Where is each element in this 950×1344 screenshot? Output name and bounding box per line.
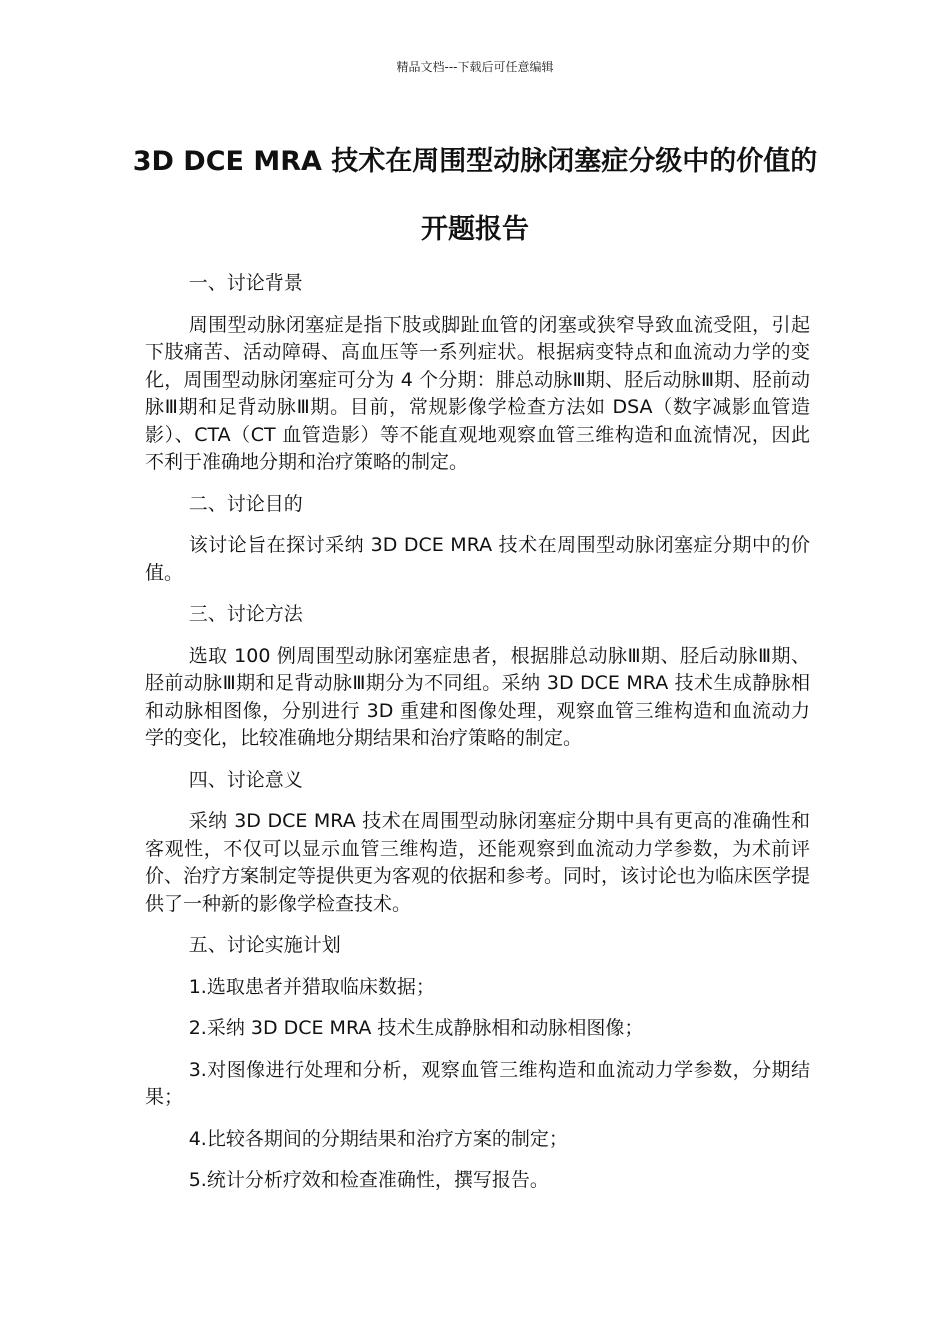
paragraph-purpose: 该讨论旨在探讨采纳 3D DCE MRA 技术在周围型动脉闭塞症分期中的价值。 bbox=[145, 534, 810, 584]
document-body bbox=[145, 270, 810, 1209]
plan-item: 2.采纳 3D DCE MRA 技术生成静脉相和动脉相图像； bbox=[188, 1017, 644, 1039]
paragraph-method: 选取 100 例周围型动脉闭塞症患者，根据腓总动脉Ⅲ期、胫后动脉Ⅲ期、胫前动脉Ⅲ期和足背动脉Ⅲ期分为不同组。采纳 3D DCE MRA 技术生成静脉相和动脉相图像，分别进行 3D 重建和图像处理，观察血管三维构造和血流动力学的变化，比较准确地分期结果和治疗策略的制定。 bbox=[145, 644, 810, 749]
section-heading-plan: 五、讨论实施计划 bbox=[188, 934, 341, 956]
document-title: 3D DCE MRA 技术在周围型动脉闭塞症分级中的价值的开题报告 bbox=[132, 146, 818, 245]
section-heading-background: 一、讨论背景 bbox=[188, 272, 303, 294]
paragraph-background: 周围型动脉闭塞症是指下肢或脚趾血管的闭塞或狭窄导致血流受阻，引起下肢痛苦、活动障碍、高血压等一系列症状。根据病变特点和血流动力学的变化，周围型动脉闭塞症可分为 4 个分期：腓总动脉Ⅲ期、胫后动脉Ⅲ期、胫前动脉Ⅲ期和足背动脉Ⅲ期。目前，常规影像学检查方法如 DSA（数字减影血管造影）、CTA（CT 血管造影）等不能直观地观察血管三维构造和血流情况，因此不利于准确地分期和治疗策略的制定。 bbox=[145, 313, 810, 473]
paragraph-significance: 采纳 3D DCE MRA 技术在周围型动脉闭塞症分期中具有更高的准确性和客观性，不仅可以显示血管三维构造，还能观察到血流动力学参数，为术前评价、治疗方案制定等提供更为客观的依据和参考。同时，该讨论也为临床医学提供了一种新的影像学检查技术。 bbox=[145, 810, 811, 915]
page-header-note: 精品文档---下载后可任意编辑 bbox=[396, 60, 554, 74]
plan-item: 5.统计分析疗效和检查准确性，撰写报告。 bbox=[188, 1169, 549, 1191]
plan-item: 1.选取患者并猎取临床数据； bbox=[188, 975, 435, 998]
plan-item: 4.比较各期间的分期结果和治疗方案的制定； bbox=[188, 1127, 568, 1150]
plan-item: 3.对图像进行处理和分析，观察血管三维构造和血流动力学参数，分期结果； bbox=[145, 1058, 810, 1108]
section-heading-method: 三、讨论方法 bbox=[188, 603, 303, 625]
section-heading-purpose: 二、讨论目的 bbox=[188, 492, 303, 515]
section-heading-significance: 四、讨论意义 bbox=[188, 768, 303, 791]
